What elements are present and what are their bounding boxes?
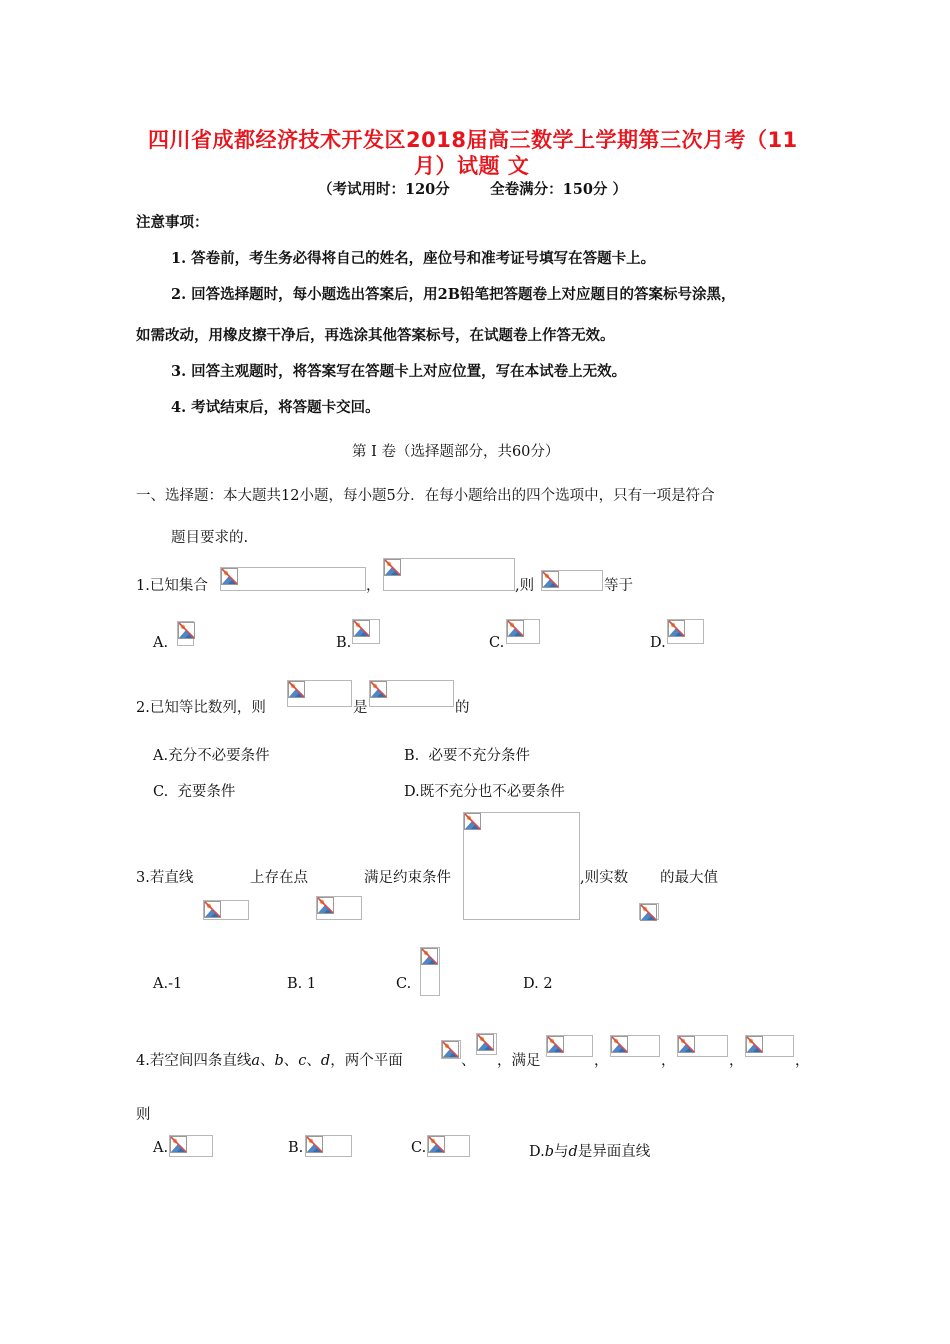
q2-option-a: A.充分不必要条件 — [153, 748, 270, 764]
q4-option-d-label: D. — [529, 1144, 545, 1160]
broken-image-icon — [353, 620, 370, 637]
q2-is: 是 — [353, 700, 368, 716]
broken-image-icon — [428, 1136, 445, 1153]
q4-option-a-image — [169, 1135, 213, 1157]
q4-comma-4: ， — [795, 1053, 810, 1069]
q1-then: ,则 — [515, 578, 535, 594]
broken-image-icon — [746, 1036, 763, 1053]
q4-plane-beta-image — [476, 1033, 497, 1055]
q1-option-c-image — [506, 619, 540, 644]
q4-sep-1: 、 — [260, 1053, 275, 1069]
broken-image-icon — [204, 901, 221, 918]
broken-image-icon — [542, 571, 559, 588]
q3-max-value-text: 的最大值 — [660, 870, 718, 886]
notice-item-1: 1. 答卷前，考生务必得将自己的姓名，座位号和准考证号填写在答题卡上。 — [171, 250, 656, 267]
q1-equals: 等于 — [604, 578, 633, 594]
q3-real-number-text: ,则实数 — [580, 870, 629, 886]
notice-item-3: 3. 回答主观题时，将答案写在答题卡上对应位置，写在本试卷上无效。 — [171, 363, 627, 380]
q2-option-b: B. 必要不充分条件 — [404, 748, 530, 764]
q4-option-b-image — [305, 1135, 352, 1157]
q4-option-d-var-b: b — [544, 1144, 555, 1160]
q3-option-b: B. 1 — [287, 976, 317, 992]
q1-option-b-label: B. — [336, 635, 352, 651]
q1-option-a-label: A. — [153, 635, 169, 651]
broken-image-icon — [221, 568, 238, 585]
broken-image-icon — [507, 620, 524, 637]
q4-option-b-label: B. — [288, 1140, 304, 1156]
q2-option-d: D.既不充分也不必要条件 — [404, 784, 565, 800]
q4-var-c: c — [298, 1053, 307, 1069]
q4-option-d-text: 是异面直线 — [577, 1144, 651, 1160]
q3-option-c-image — [420, 947, 440, 996]
q3-variable-image — [639, 903, 659, 920]
broken-image-icon — [547, 1036, 564, 1053]
q2-condition-p-image — [287, 680, 352, 707]
q4-var-a: a — [251, 1053, 260, 1069]
q1-set-b-image — [383, 558, 515, 591]
broken-image-icon — [288, 681, 305, 698]
q1-option-b-image — [352, 619, 380, 644]
broken-image-icon — [317, 897, 334, 914]
broken-image-icon — [678, 1036, 695, 1053]
q3-constraints-image — [463, 812, 580, 920]
q4-var-d: d — [320, 1053, 331, 1069]
broken-image-icon — [370, 681, 387, 698]
q4-comma-2: ， — [661, 1053, 676, 1069]
q4-comma-3: ， — [729, 1053, 744, 1069]
q4-option-a-label: A. — [153, 1140, 169, 1156]
q1-expression-image — [541, 570, 603, 591]
q4-sep-3: 、 — [306, 1053, 321, 1069]
broken-image-icon — [178, 622, 195, 639]
q3-line-image — [203, 900, 249, 920]
q4-plane-alpha-image — [441, 1040, 461, 1059]
doc-title-line2: 月）试题 文 — [414, 154, 530, 178]
q1-option-a-image — [177, 621, 194, 646]
notice-item-4: 4. 考试结束后，将答题卡交回。 — [171, 399, 380, 416]
q4-option-c-label: C. — [411, 1140, 427, 1156]
q1-option-c-label: C. — [489, 635, 505, 651]
q4-planes-text: ，两个平面 — [330, 1053, 403, 1069]
q4-condition-1-image — [546, 1035, 593, 1057]
q4-option-d-and: 与 — [554, 1144, 569, 1160]
q4-sep-2: 、 — [283, 1053, 299, 1069]
broken-image-icon — [442, 1041, 459, 1058]
q2-condition-q-image — [369, 680, 454, 707]
broken-image-icon — [640, 904, 657, 921]
broken-image-icon — [306, 1136, 323, 1153]
broken-image-icon — [611, 1036, 628, 1053]
broken-image-icon — [477, 1034, 494, 1051]
q4-var-b: b — [274, 1053, 284, 1069]
exam-info: （考试用时：120分 全卷满分：150分 ） — [318, 181, 627, 198]
broken-image-icon — [421, 948, 438, 965]
q3-point-text: 上存在点 — [250, 870, 308, 886]
q2-option-c: C. 充要条件 — [153, 784, 236, 800]
q4-option-d-var-d: d — [568, 1144, 578, 1160]
q2-of: 的 — [455, 700, 470, 716]
q1-option-d-label: D. — [650, 635, 666, 651]
notice-item-2a: 2. 回答选择题时，每小题选出答案后，用2B铅笔把答题卷上对应题目的答案标号涂黑， — [171, 286, 736, 303]
q1-option-d-image — [667, 619, 704, 644]
q3-constraint-text: 满足约束条件 — [364, 870, 451, 886]
broken-image-icon — [668, 620, 685, 637]
broken-image-icon — [170, 1136, 187, 1153]
q4-option-c-image — [427, 1135, 470, 1157]
q1-comma: ， — [366, 578, 381, 594]
q3-option-d: D. 2 — [523, 976, 553, 992]
q4-sep-planes: 、 — [461, 1053, 476, 1069]
q3-option-c-label: C. — [396, 976, 412, 992]
q4-prefix — [136, 1049, 403, 1070]
q2-prefix: 2.已知等比数列，则 — [136, 700, 266, 716]
q4-option-d — [529, 1140, 650, 1161]
q4-prefix-text: 4.若空间四条直线 — [136, 1053, 252, 1069]
broken-image-icon — [464, 813, 481, 830]
section-intro-2: 题目要求的. — [171, 530, 249, 546]
q4-comma-1: ， — [594, 1053, 609, 1069]
q3-point-image — [316, 896, 362, 920]
q4-condition-2-image — [610, 1035, 660, 1057]
q4-satisfy-text: ，满足 — [497, 1053, 541, 1069]
notice-heading: 注意事项： — [136, 214, 209, 231]
q4-condition-4-image — [745, 1035, 794, 1057]
doc-title-line1: 四川省成都经济技术开发区2018届高三数学上学期第三次月考（11 — [148, 128, 798, 152]
q1-prefix: 1.已知集合 — [136, 578, 208, 594]
notice-item-2b: 如需改动，用橡皮擦干净后，再选涂其他答案标号，在试题卷上作答无效。 — [136, 327, 615, 344]
q1-set-a-image — [220, 567, 366, 591]
section-title: 第 I 卷（选择题部分，共60分） — [352, 444, 560, 460]
q3-option-a: A.-1 — [153, 976, 183, 992]
q4-then: 则 — [136, 1107, 151, 1123]
q3-prefix: 3.若直线 — [136, 870, 194, 886]
broken-image-icon — [384, 559, 401, 576]
q4-condition-3-image — [677, 1035, 728, 1057]
section-intro-1: 一、选择题：本大题共12小题，每小题5分．在每小题给出的四个选项中，只有一项是符合 — [136, 488, 715, 504]
